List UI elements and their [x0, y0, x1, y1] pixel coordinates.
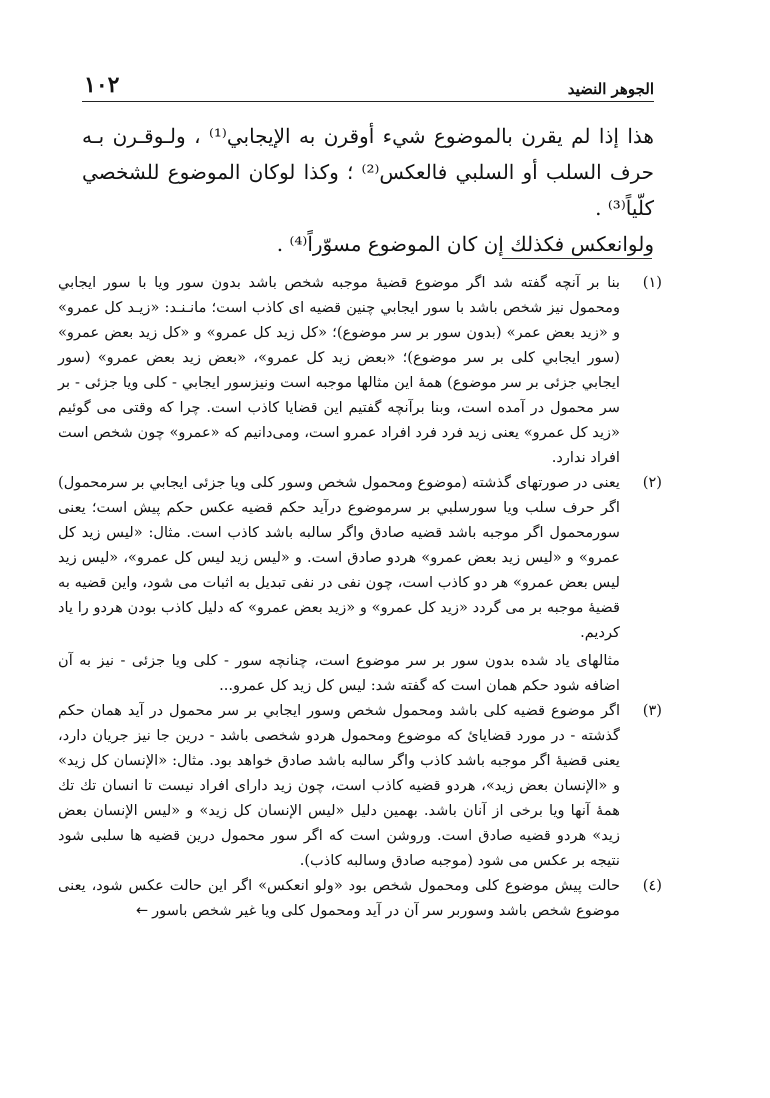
footnote-text: بنا بر آنچه گفته شد اگر موضوع قضيهٔ موجبه شخص باشد بدون سور ويا با سور ايجابي ومحمول نيز شخص باشد با سور ايجابي چنين قضيه اى كاذب است؛ مانـنـد: «زيـد كل عمرو» و «زيد بعض عمر» (بدون سور بر سر موضوع)؛ «كل زيد كل عمرو» و «كل زيد بعض عمرو» (سور ايجابي كلى بر سر موضوع)؛ «بعض زيد كل عمرو»، «بعض زيد بعض عمرو» (سور ايجابي جزئى بر سر موضوع) همهٔ اين مثالها موجبه است ونيزسور ايجابي - كلى ويا جزئى - بر سر محمول در آمده است، وبنا برآنچه گفتيم اين قضايا كاذب است. چرا كه وقتى مى گوئيم «زيد كل عمرو» يعنى زيد فرد فرد افراد عمرو است، ومى‌دانيم كه «عمرو» چون شخص است افراد ندارد.	[58, 274, 620, 466]
running-title: الجوهر النضيد	[567, 80, 654, 98]
main-paragraph: هذا إذا لم يقرن بالموضوع شيء أوقرن به الإيجابي⁽¹⁾ ، ولـوقـرن بـه حرف السلب أو السلبي فالعكس⁽²⁾ ؛ وكذا لوكان الموضوع للشخصي كلّياً⁽³⁾ .	[82, 124, 655, 220]
footnotes	[58, 270, 662, 923]
footnote-number: (١)	[642, 274, 662, 291]
footnote-number: (٢)	[642, 474, 662, 491]
main-paragraph: ولوانعكس فكذلك إن كان الموضوع مسوّراً⁽⁴⁾ .	[276, 232, 654, 256]
footnote-text-wrap	[58, 873, 620, 923]
footnote-number: (٣)	[642, 702, 662, 719]
continuation-arrow-icon: ←	[135, 902, 149, 919]
footnote-3	[58, 698, 662, 873]
footnote-continuation: مثالهاى ياد شده بدون سور بر سر موضوع است، چنانچه سور - كلى ويا جزئى - نيز به آن اضافه شود حكم همان است كه گفته شد: ليس كل زيد كل عمرو...	[58, 652, 620, 694]
footnote-1	[58, 270, 662, 470]
footnote-text: يعنى در صورتهاى گذشته (موضوع ومحمول شخص وسور كلى ويا جزئى ايجابي بر سرمحمول) اگر حرف سلب ويا سورسلبي بر سرموضوع درآيد حكم قضيه عكس حكم پيش است؛ يعنى سورمحمول اگر موجبه باشد قضيه صادق واگر سالبه باشد كاذب است. مثال: «ليس زيد كل عمرو» و «ليس زيد بعض عمرو» هردو صادق است. و «ليس زيد ليس كل عمرو»، «ليس زيد ليس بعض عمرو» هر دو كاذب است، چون نفى در نفى تبديل به اثبات مى شود، واين قضيه به قضيهٔ موجبه بر مى گردد «زيد كل عمرو» و «زيد بعض عمرو» كه دليل كاذب بودن هردو را ياد كرديم.	[58, 474, 620, 641]
footnote-number: (٤)	[642, 877, 662, 894]
header-rule	[82, 101, 654, 102]
footnote-text: حالت پيش موضوع كلى ومحمول شخص بود «ولو انعكس» اگر اين حالت عكس شود، يعنى موضوع شخص باشد وسوربر سر آن در آيد ومحمول كلى ويا غير شخص باسور	[58, 877, 620, 919]
footnote-2	[58, 470, 662, 645]
main-text	[82, 118, 654, 262]
footnote-4	[58, 873, 662, 923]
page-number: ١٠٢	[84, 72, 120, 98]
footnote-separator	[502, 258, 652, 259]
page-header	[84, 70, 654, 98]
footnote-text: اگر موضوع قضيه كلى باشد ومحمول شخص وسور ايجابي بر سر محمول در آيد همان حكم گذشته - در مورد قضاياىٔ كه موضوع ومحمول هردو شخصى باشد - درين جا نيز جريان دارد، يعنى قضيهٔ اگر موجبه باشد كاذب واگر سالبه باشد صادق خواهد بود. مثال: «الإنسان كل زيد» و «الإنسان بعض زيد»، هردو قضيه كاذب است، چون زيد داراى افراد نيست تا انسان تك تك همهٔ آنها ويا برخى از آنان باشد. بهمين دليل «ليس الإنسان كل زيد» و «ليس الإنسان بعض زيد» هردو قضيه صادق است. وروشن است كه اگر سور محمول درين قضيه ها سلبى شود نتيجه بر عكس مى شود (موجبه صادق وسالبه كاذب).	[58, 702, 620, 869]
